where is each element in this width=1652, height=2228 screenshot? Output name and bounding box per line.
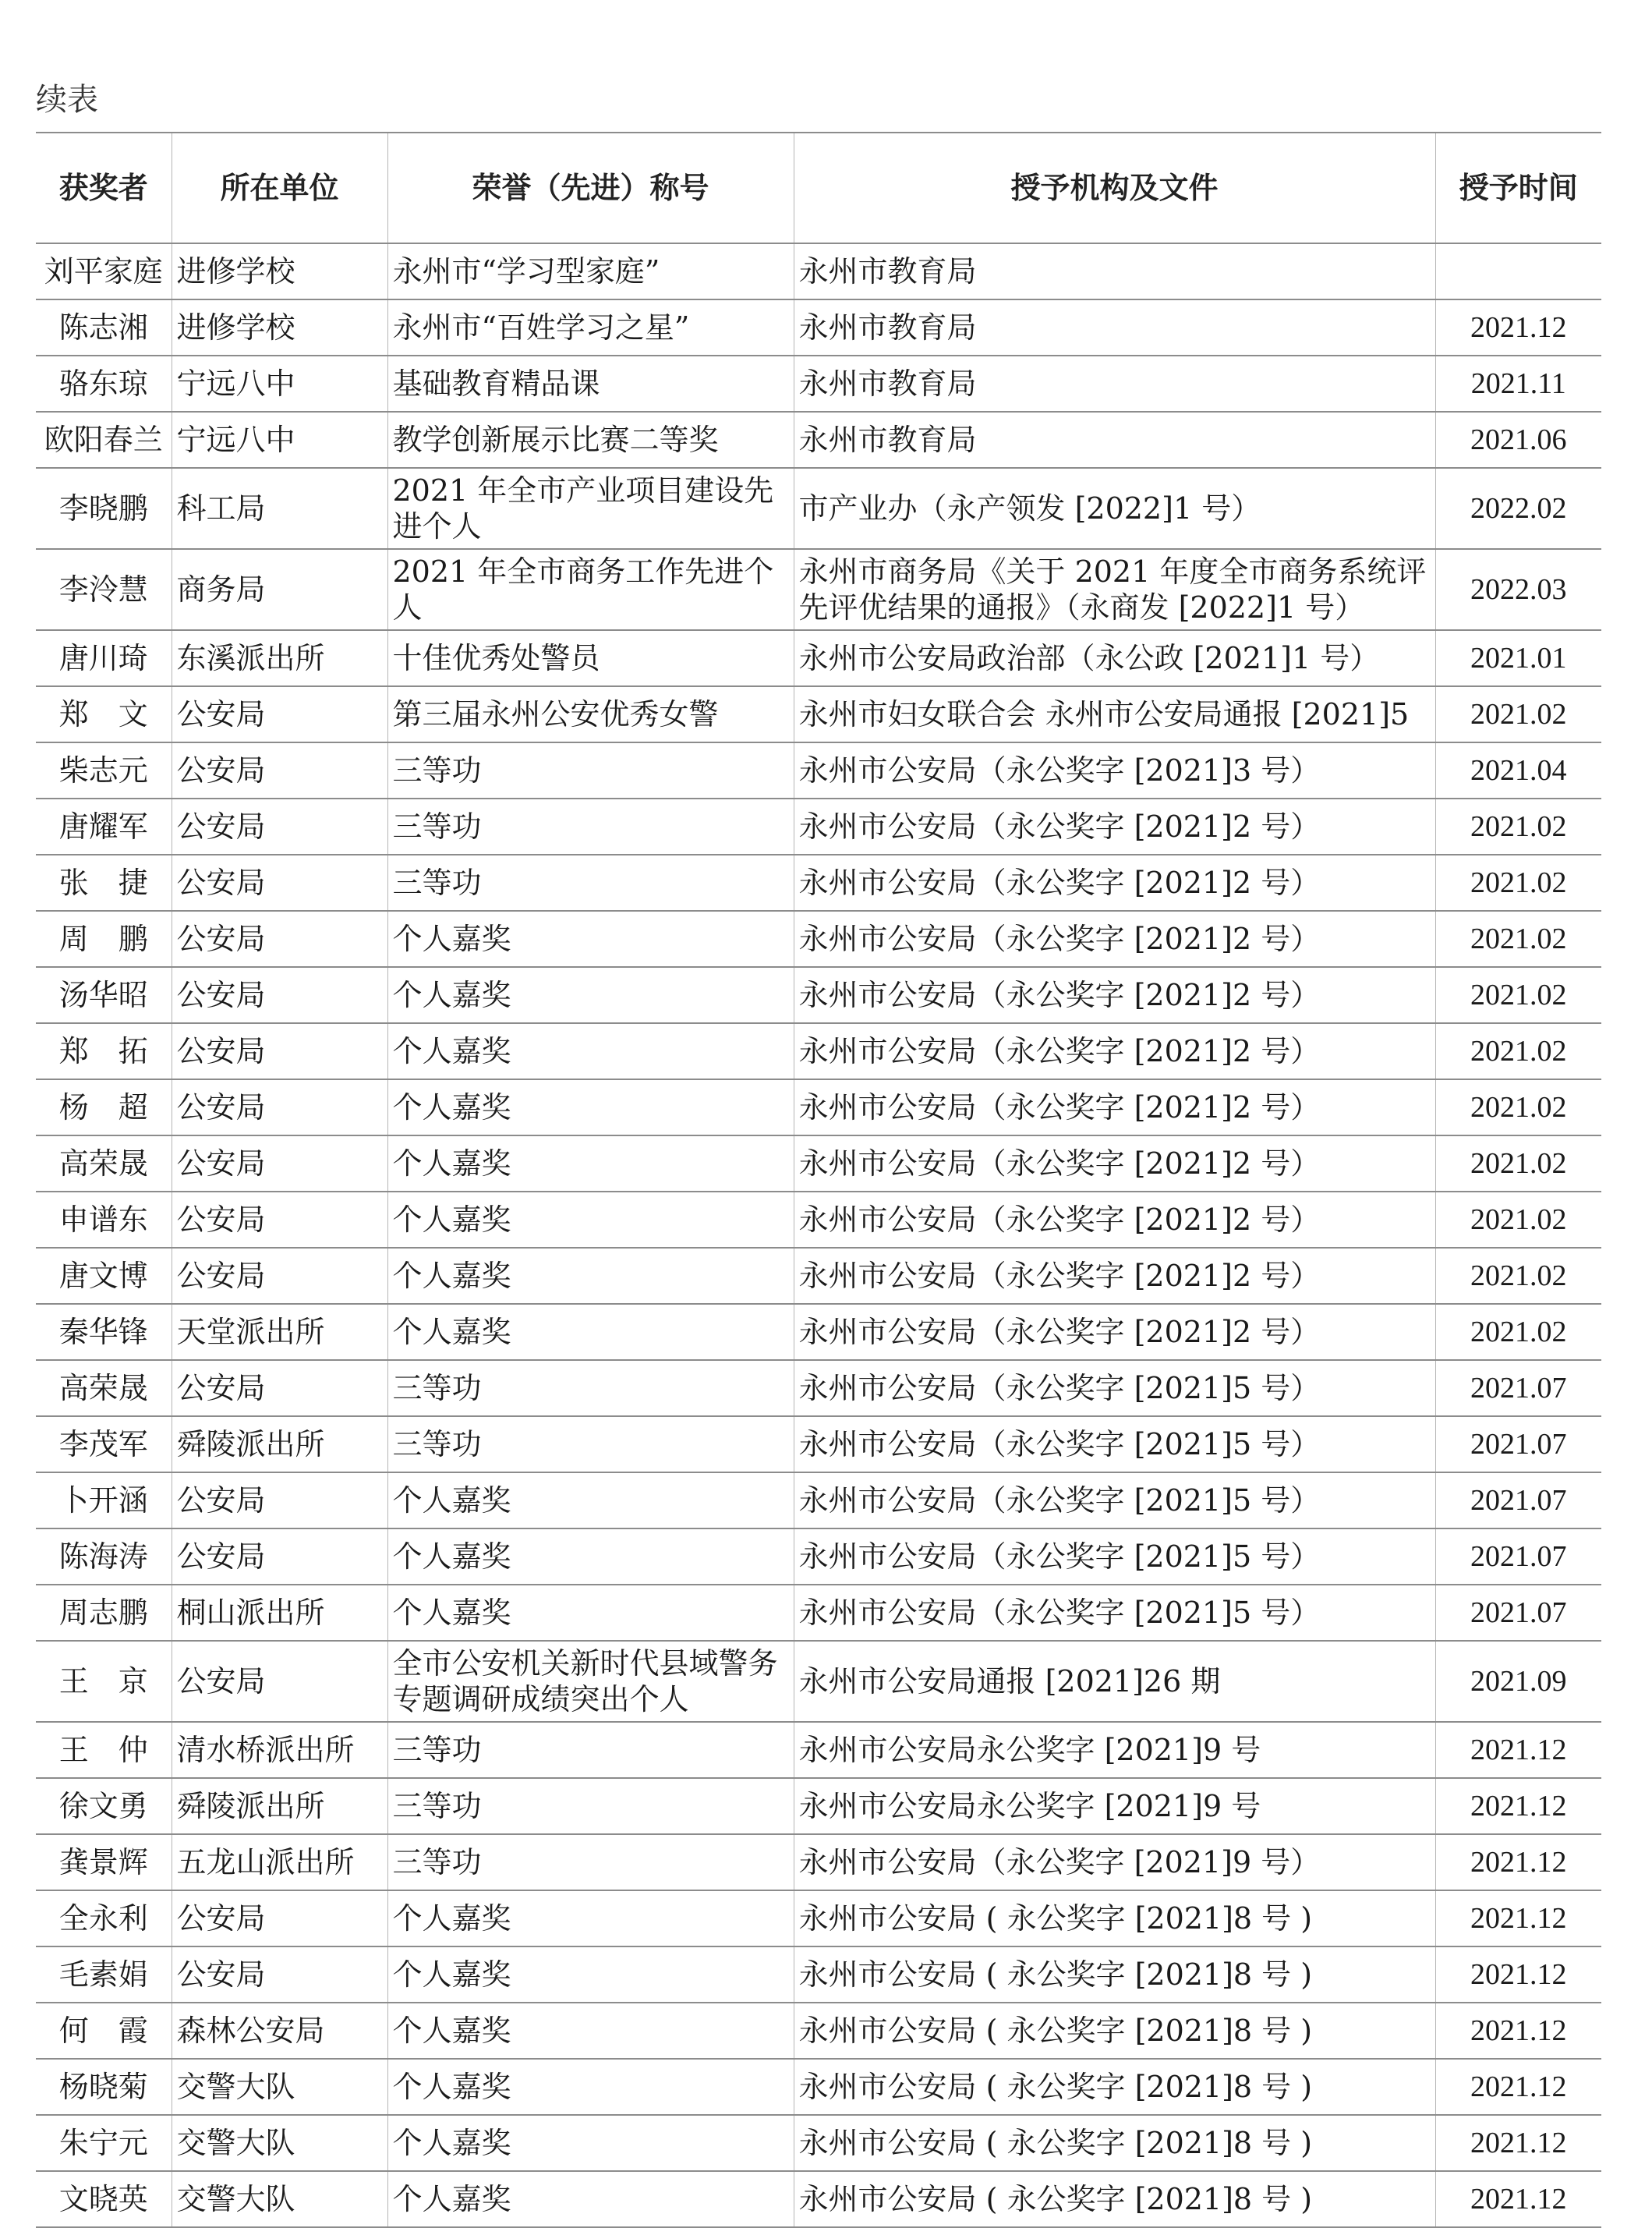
issuer-cell: 永州市公安局（永公奖字 [2021]2 号） bbox=[794, 1135, 1435, 1192]
issuer-cell: 永州市公安局（永公奖字 [2021]2 号） bbox=[794, 967, 1435, 1023]
awards-table bbox=[36, 132, 1601, 2228]
unit-cell: 五龙山派出所 bbox=[172, 1834, 387, 1890]
unit-cell: 商务局 bbox=[172, 549, 387, 630]
table-row bbox=[36, 1416, 1601, 1472]
date-cell: 2021.12 bbox=[1435, 1722, 1601, 1778]
issuer-cell: 永州市商务局《关于 2021 年度全市商务系统评先评优结果的通报》（永商发 [2022]1 号） bbox=[794, 549, 1435, 630]
honor-title-cell: 个人嘉奖 bbox=[387, 1079, 794, 1135]
recipient-cell: 汤华昭 bbox=[36, 967, 172, 1023]
date-cell: 2021.06 bbox=[1435, 412, 1601, 468]
header-recipient: 获奖者 bbox=[36, 133, 172, 243]
honor-title-cell: 个人嘉奖 bbox=[387, 1192, 794, 1248]
unit-cell: 森林公安局 bbox=[172, 2003, 387, 2059]
table-row bbox=[36, 412, 1601, 468]
recipient-cell: 李泠慧 bbox=[36, 549, 172, 630]
issuer-cell: 永州市公安局 ( 永公奖字 [2021]8 号 ) bbox=[794, 2003, 1435, 2059]
table-row bbox=[36, 1360, 1601, 1416]
issuer-cell: 永州市教育局 bbox=[794, 243, 1435, 299]
recipient-cell: 毛素娟 bbox=[36, 1946, 172, 2003]
recipient-cell: 杨晓菊 bbox=[36, 2059, 172, 2115]
table-caption: 续表 bbox=[36, 82, 98, 118]
table-row bbox=[36, 855, 1601, 911]
issuer-cell: 市产业办（永产领发 [2022]1 号） bbox=[794, 468, 1435, 549]
honor-title-cell: 全市公安机关新时代县域警务专题调研成绩突出个人 bbox=[387, 1641, 794, 1722]
table-row bbox=[36, 299, 1601, 356]
header-honor-title: 荣誉（先进）称号 bbox=[387, 133, 794, 243]
date-cell: 2021.02 bbox=[1435, 1248, 1601, 1304]
honor-title-cell: 三等功 bbox=[387, 1360, 794, 1416]
recipient-cell: 唐文博 bbox=[36, 1248, 172, 1304]
table-row bbox=[36, 1778, 1601, 1834]
honor-title-cell: 三等功 bbox=[387, 1778, 794, 1834]
honor-title-cell: 个人嘉奖 bbox=[387, 2115, 794, 2171]
date-cell: 2021.02 bbox=[1435, 1135, 1601, 1192]
recipient-cell: 陈海涛 bbox=[36, 1528, 172, 1585]
date-cell: 2021.07 bbox=[1435, 1472, 1601, 1528]
table-row bbox=[36, 1946, 1601, 2003]
unit-cell: 公安局 bbox=[172, 1079, 387, 1135]
issuer-cell: 永州市公安局 ( 永公奖字 [2021]8 号 ) bbox=[794, 2171, 1435, 2227]
recipient-cell: 王 仲 bbox=[36, 1722, 172, 1778]
table-row bbox=[36, 799, 1601, 855]
date-cell: 2021.12 bbox=[1435, 299, 1601, 356]
unit-cell: 公安局 bbox=[172, 1192, 387, 1248]
date-cell: 2021.07 bbox=[1435, 1416, 1601, 1472]
recipient-cell: 郑 拓 bbox=[36, 1023, 172, 1079]
table-row bbox=[36, 2003, 1601, 2059]
recipient-cell: 秦华锋 bbox=[36, 1304, 172, 1360]
date-cell: 2021.12 bbox=[1435, 1890, 1601, 1946]
unit-cell: 公安局 bbox=[172, 1023, 387, 1079]
unit-cell: 天堂派出所 bbox=[172, 1304, 387, 1360]
table-row bbox=[36, 356, 1601, 412]
table-row bbox=[36, 243, 1601, 299]
table-row bbox=[36, 911, 1601, 967]
issuer-cell: 永州市公安局 ( 永公奖字 [2021]8 号 ) bbox=[794, 2059, 1435, 2115]
unit-cell: 公安局 bbox=[172, 1360, 387, 1416]
issuer-cell: 永州市公安局（永公奖字 [2021]5 号） bbox=[794, 1416, 1435, 1472]
issuer-cell: 永州市教育局 bbox=[794, 412, 1435, 468]
issuer-cell: 永州市公安局（永公奖字 [2021]2 号） bbox=[794, 911, 1435, 967]
recipient-cell: 龚景辉 bbox=[36, 1834, 172, 1890]
table-row bbox=[36, 549, 1601, 630]
unit-cell: 公安局 bbox=[172, 1248, 387, 1304]
issuer-cell: 永州市公安局 ( 永公奖字 [2021]8 号 ) bbox=[794, 1946, 1435, 2003]
table-row bbox=[36, 2059, 1601, 2115]
recipient-cell: 李茂军 bbox=[36, 1416, 172, 1472]
issuer-cell: 永州市妇女联合会 永州市公安局通报 [2021]5 bbox=[794, 686, 1435, 742]
honor-title-cell: 个人嘉奖 bbox=[387, 1472, 794, 1528]
table-row bbox=[36, 1834, 1601, 1890]
date-cell: 2021.02 bbox=[1435, 855, 1601, 911]
issuer-cell: 永州市公安局（永公奖字 [2021]2 号） bbox=[794, 1023, 1435, 1079]
issuer-cell: 永州市公安局通报 [2021]26 期 bbox=[794, 1641, 1435, 1722]
date-cell: 2021.12 bbox=[1435, 2171, 1601, 2227]
date-cell: 2021.07 bbox=[1435, 1585, 1601, 1641]
table-row bbox=[36, 1192, 1601, 1248]
unit-cell: 公安局 bbox=[172, 967, 387, 1023]
unit-cell: 公安局 bbox=[172, 1641, 387, 1722]
date-cell: 2021.02 bbox=[1435, 686, 1601, 742]
recipient-cell: 骆东琼 bbox=[36, 356, 172, 412]
date-cell: 2022.03 bbox=[1435, 549, 1601, 630]
honor-title-cell: 基础教育精品课 bbox=[387, 356, 794, 412]
recipient-cell: 张 捷 bbox=[36, 855, 172, 911]
honor-title-cell: 个人嘉奖 bbox=[387, 1135, 794, 1192]
honor-title-cell: 2021 年全市商务工作先进个人 bbox=[387, 549, 794, 630]
date-cell: 2021.12 bbox=[1435, 1834, 1601, 1890]
recipient-cell: 陈志湘 bbox=[36, 299, 172, 356]
recipient-cell: 全永利 bbox=[36, 1890, 172, 1946]
recipient-cell: 欧阳春兰 bbox=[36, 412, 172, 468]
unit-cell: 公安局 bbox=[172, 855, 387, 911]
date-cell: 2021.09 bbox=[1435, 1641, 1601, 1722]
issuer-cell: 永州市公安局 ( 永公奖字 [2021]8 号 ) bbox=[794, 1890, 1435, 1946]
honor-title-cell: 个人嘉奖 bbox=[387, 2003, 794, 2059]
issuer-cell: 永州市教育局 bbox=[794, 356, 1435, 412]
issuer-cell: 永州市公安局（永公奖字 [2021]5 号） bbox=[794, 1360, 1435, 1416]
table-header-row bbox=[36, 133, 1601, 243]
honor-title-cell: 三等功 bbox=[387, 1416, 794, 1472]
table-row bbox=[36, 1079, 1601, 1135]
date-cell: 2021.02 bbox=[1435, 799, 1601, 855]
date-cell bbox=[1435, 243, 1601, 299]
header-issuer: 授予机构及文件 bbox=[794, 133, 1435, 243]
table-row bbox=[36, 1585, 1601, 1641]
date-cell: 2021.01 bbox=[1435, 630, 1601, 686]
header-date: 授予时间 bbox=[1435, 133, 1601, 243]
date-cell: 2021.12 bbox=[1435, 2115, 1601, 2171]
issuer-cell: 永州市公安局永公奖字 [2021]9 号 bbox=[794, 1778, 1435, 1834]
honor-title-cell: 2021 年全市产业项目建设先进个人 bbox=[387, 468, 794, 549]
date-cell: 2021.11 bbox=[1435, 356, 1601, 412]
honor-title-cell: 个人嘉奖 bbox=[387, 1585, 794, 1641]
issuer-cell: 永州市公安局（永公奖字 [2021]2 号） bbox=[794, 1192, 1435, 1248]
recipient-cell: 朱宁元 bbox=[36, 2115, 172, 2171]
issuer-cell: 永州市公安局（永公奖字 [2021]5 号） bbox=[794, 1585, 1435, 1641]
recipient-cell: 杨 超 bbox=[36, 1079, 172, 1135]
recipient-cell: 唐耀军 bbox=[36, 799, 172, 855]
issuer-cell: 永州市公安局（永公奖字 [2021]5 号） bbox=[794, 1528, 1435, 1585]
honor-title-cell: 个人嘉奖 bbox=[387, 1890, 794, 1946]
table-row bbox=[36, 468, 1601, 549]
recipient-cell: 柴志元 bbox=[36, 742, 172, 799]
honor-title-cell: 三等功 bbox=[387, 1834, 794, 1890]
date-cell: 2021.12 bbox=[1435, 2059, 1601, 2115]
recipient-cell: 何 霞 bbox=[36, 2003, 172, 2059]
unit-cell: 清水桥派出所 bbox=[172, 1722, 387, 1778]
honor-title-cell: 个人嘉奖 bbox=[387, 2171, 794, 2227]
recipient-cell: 高荣晟 bbox=[36, 1360, 172, 1416]
honor-title-cell: 个人嘉奖 bbox=[387, 1023, 794, 1079]
unit-cell: 交警大队 bbox=[172, 2171, 387, 2227]
unit-cell: 公安局 bbox=[172, 742, 387, 799]
unit-cell: 公安局 bbox=[172, 1946, 387, 2003]
recipient-cell: 徐文勇 bbox=[36, 1778, 172, 1834]
table-body bbox=[36, 243, 1601, 2227]
recipient-cell: 郑 文 bbox=[36, 686, 172, 742]
table-row bbox=[36, 1304, 1601, 1360]
table-row bbox=[36, 1528, 1601, 1585]
unit-cell: 科工局 bbox=[172, 468, 387, 549]
unit-cell: 东溪派出所 bbox=[172, 630, 387, 686]
honor-title-cell: 个人嘉奖 bbox=[387, 2059, 794, 2115]
honor-title-cell: 三等功 bbox=[387, 799, 794, 855]
honor-title-cell: 十佳优秀处警员 bbox=[387, 630, 794, 686]
unit-cell: 桐山派出所 bbox=[172, 1585, 387, 1641]
unit-cell: 公安局 bbox=[172, 686, 387, 742]
honor-title-cell: 三等功 bbox=[387, 1722, 794, 1778]
issuer-cell: 永州市公安局 ( 永公奖字 [2021]8 号 ) bbox=[794, 2115, 1435, 2171]
date-cell: 2021.02 bbox=[1435, 911, 1601, 967]
recipient-cell: 周 鹏 bbox=[36, 911, 172, 967]
table-row bbox=[36, 1135, 1601, 1192]
issuer-cell: 永州市公安局（永公奖字 [2021]2 号） bbox=[794, 1304, 1435, 1360]
date-cell: 2021.12 bbox=[1435, 1778, 1601, 1834]
date-cell: 2021.02 bbox=[1435, 1023, 1601, 1079]
honor-title-cell: 第三届永州公安优秀女警 bbox=[387, 686, 794, 742]
date-cell: 2022.02 bbox=[1435, 468, 1601, 549]
recipient-cell: 李晓鹏 bbox=[36, 468, 172, 549]
unit-cell: 舜陵派出所 bbox=[172, 1778, 387, 1834]
honor-title-cell: 个人嘉奖 bbox=[387, 1304, 794, 1360]
honor-title-cell: 个人嘉奖 bbox=[387, 1946, 794, 2003]
unit-cell: 宁远八中 bbox=[172, 412, 387, 468]
unit-cell: 交警大队 bbox=[172, 2115, 387, 2171]
issuer-cell: 永州市公安局（永公奖字 [2021]2 号） bbox=[794, 855, 1435, 911]
honor-title-cell: 个人嘉奖 bbox=[387, 911, 794, 967]
unit-cell: 进修学校 bbox=[172, 299, 387, 356]
unit-cell: 舜陵派出所 bbox=[172, 1416, 387, 1472]
unit-cell: 公安局 bbox=[172, 911, 387, 967]
table-row bbox=[36, 1472, 1601, 1528]
issuer-cell: 永州市公安局（永公奖字 [2021]3 号） bbox=[794, 742, 1435, 799]
honor-title-cell: 三等功 bbox=[387, 855, 794, 911]
date-cell: 2021.02 bbox=[1435, 1079, 1601, 1135]
unit-cell: 公安局 bbox=[172, 1528, 387, 1585]
honor-title-cell: 三等功 bbox=[387, 742, 794, 799]
table-row bbox=[36, 630, 1601, 686]
table-row bbox=[36, 2171, 1601, 2227]
honor-title-cell: 个人嘉奖 bbox=[387, 1248, 794, 1304]
table-row bbox=[36, 1023, 1601, 1079]
recipient-cell: 卜开涵 bbox=[36, 1472, 172, 1528]
issuer-cell: 永州市公安局永公奖字 [2021]9 号 bbox=[794, 1722, 1435, 1778]
honor-title-cell: 永州市“百姓学习之星” bbox=[387, 299, 794, 356]
honor-title-cell: 个人嘉奖 bbox=[387, 1528, 794, 1585]
table-row bbox=[36, 1641, 1601, 1722]
date-cell: 2021.07 bbox=[1435, 1528, 1601, 1585]
table-row bbox=[36, 742, 1601, 799]
recipient-cell: 刘平家庭 bbox=[36, 243, 172, 299]
recipient-cell: 周志鹏 bbox=[36, 1585, 172, 1641]
date-cell: 2021.12 bbox=[1435, 2003, 1601, 2059]
date-cell: 2021.04 bbox=[1435, 742, 1601, 799]
date-cell: 2021.07 bbox=[1435, 1360, 1601, 1416]
issuer-cell: 永州市公安局政治部（永公政 [2021]1 号） bbox=[794, 630, 1435, 686]
unit-cell: 宁远八中 bbox=[172, 356, 387, 412]
honor-title-cell: 教学创新展示比赛二等奖 bbox=[387, 412, 794, 468]
honor-title-cell: 永州市“学习型家庭” bbox=[387, 243, 794, 299]
issuer-cell: 永州市公安局（永公奖字 [2021]2 号） bbox=[794, 1079, 1435, 1135]
issuer-cell: 永州市公安局（永公奖字 [2021]2 号） bbox=[794, 799, 1435, 855]
honor-title-cell: 个人嘉奖 bbox=[387, 967, 794, 1023]
date-cell: 2021.02 bbox=[1435, 967, 1601, 1023]
issuer-cell: 永州市公安局（永公奖字 [2021]9 号） bbox=[794, 1834, 1435, 1890]
table-row bbox=[36, 2115, 1601, 2171]
issuer-cell: 永州市公安局（永公奖字 [2021]2 号） bbox=[794, 1248, 1435, 1304]
recipient-cell: 文晓英 bbox=[36, 2171, 172, 2227]
unit-cell: 公安局 bbox=[172, 1135, 387, 1192]
table-row bbox=[36, 1722, 1601, 1778]
table-row bbox=[36, 1248, 1601, 1304]
table-row bbox=[36, 1890, 1601, 1946]
recipient-cell: 唐川琦 bbox=[36, 630, 172, 686]
header-unit: 所在单位 bbox=[172, 133, 387, 243]
unit-cell: 交警大队 bbox=[172, 2059, 387, 2115]
table-row bbox=[36, 967, 1601, 1023]
unit-cell: 进修学校 bbox=[172, 243, 387, 299]
table-row bbox=[36, 686, 1601, 742]
unit-cell: 公安局 bbox=[172, 1472, 387, 1528]
issuer-cell: 永州市教育局 bbox=[794, 299, 1435, 356]
unit-cell: 公安局 bbox=[172, 1890, 387, 1946]
date-cell: 2021.02 bbox=[1435, 1192, 1601, 1248]
unit-cell: 公安局 bbox=[172, 799, 387, 855]
recipient-cell: 申谱东 bbox=[36, 1192, 172, 1248]
recipient-cell: 王 京 bbox=[36, 1641, 172, 1722]
issuer-cell: 永州市公安局（永公奖字 [2021]5 号） bbox=[794, 1472, 1435, 1528]
date-cell: 2021.12 bbox=[1435, 1946, 1601, 2003]
recipient-cell: 高荣晟 bbox=[36, 1135, 172, 1192]
date-cell: 2021.02 bbox=[1435, 1304, 1601, 1360]
